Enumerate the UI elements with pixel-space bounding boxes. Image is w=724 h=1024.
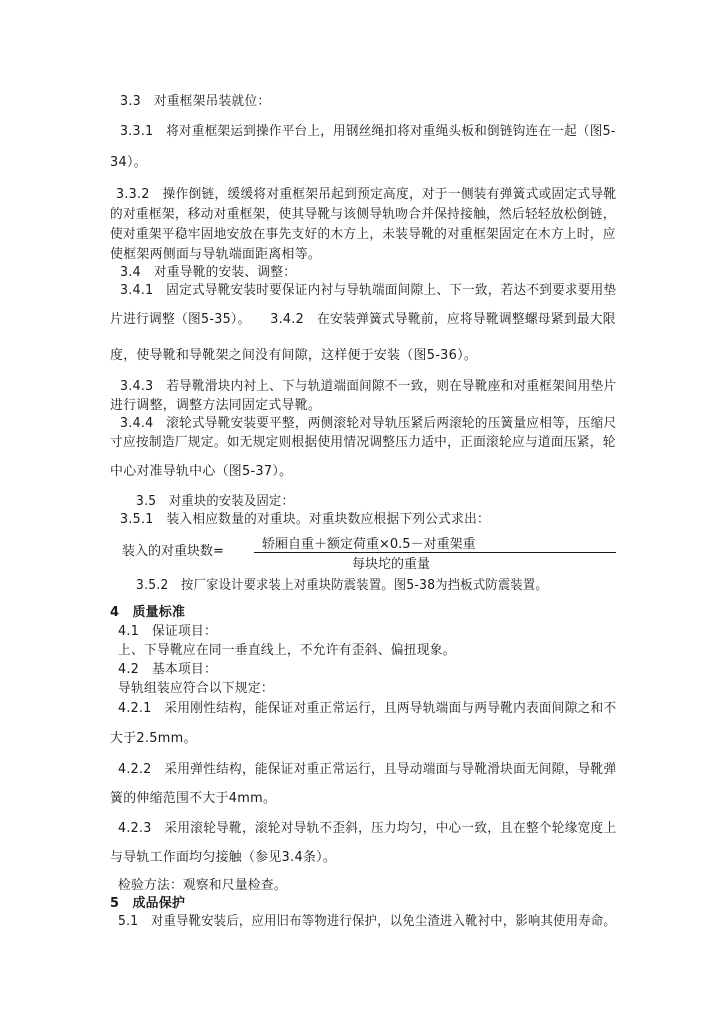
paragraph-3-4-3-line-1: 3.4.3 若导靴滑块内衬上、下与轨道端面间隙不一致，则在导靴座和对重框架间用垫片 [120, 379, 617, 394]
paragraph-3-4-4-line-2: 寸应按制造厂规定。如无规定则根据使用情况调整压力适中，正面滚轮应与道面压紧，轮 [110, 435, 616, 450]
paragraph-4-2: 导轨组装应符合以下规定： [118, 681, 274, 696]
paragraph-3-3-1-line-1: 3.3.1 将对重框架运到操作平台上，用钢丝绳扣将对重绳头板和倒链钩连在一起（图5- [120, 124, 616, 139]
paragraph-3-3-2-line-1: 3.3.2 操作倒链，缓缓将对重框架吊起到预定高度，对于一侧装有弹簧式或固定式导靴 [116, 187, 617, 202]
section-4-1-heading: 4.1 保证项目： [118, 624, 217, 639]
paragraph-3-3-2-line-2: 的对重框架，移动对重框架，使其导靴与该侧导轨吻合并保持接触，然后轻轻放松倒链， [110, 207, 616, 222]
paragraph-3-3-2-line-4: 使框架两侧面与导轨端面距离相等。 [110, 247, 322, 262]
section-3-3-heading: 3.3 对重框架吊装就位： [120, 94, 271, 109]
paragraph-4-2-2-line-2: 簧的伸缩范围不大于4mm。 [110, 791, 277, 806]
paragraph-3-4-4-line-1: 3.4.4 滚轮式导靴安装要平整，两侧滚轮对导轨压紧后两滚轮的压簧量应相等，压缩尺 [120, 416, 617, 431]
formula-denominator: 每块坨的重量 [352, 557, 431, 572]
paragraph-3-4-1-line-1: 3.4.1 固定式导靴安装时要保证内衬与导轨端面间隙上、下一致，若达不到要求要用垫 [120, 283, 617, 298]
formula-label: 装入的对重块数= [122, 544, 224, 559]
inspection-method: 检验方法：观察和尺量检查。 [118, 878, 287, 893]
paragraph-4-2-1-line-2: 大于2.5mm。 [110, 731, 197, 746]
paragraph-3-4-4-line-3: 中心对准导轨中心（图5-37）。 [110, 464, 293, 479]
fraction-bar [254, 552, 616, 553]
paragraph-4-2-1-line-1: 4.2.1 采用刚性结构，能保证对重正常运行，且两导轨端面与两导靴内表面间隙之和不 [118, 701, 617, 716]
section-3-5-heading: 3.5 对重块的安装及固定： [136, 494, 294, 509]
counterweight-formula [122, 533, 522, 573]
paragraph-4-1: 上、下导靴应在同一垂直线上，不允许有歪斜、偏扭现象。 [118, 643, 456, 658]
paragraph-3-4-3-line-2: 进行调整，调整方法同固定式导靴。 [110, 398, 322, 413]
paragraph-4-2-3-line-1: 4.2.3 采用滚轮导靴，滚轮对导轨不歪斜，压力均匀，中心一致，且在整个轮缘宽度上 [118, 821, 617, 836]
section-4-heading: 4 质量标准 [110, 605, 186, 620]
paragraph-3-4-1-line-2: 片进行调整（图5-35）。 3.4.2 在安装弹簧式导靴前，应将导靴调整螺母紧到最大限 [110, 312, 616, 327]
paragraph-4-2-3-line-2: 与导轨工作面均匀接触（参见3.4条）。 [110, 850, 337, 865]
paragraph-4-2-2-line-1: 4.2.2 采用弹性结构，能保证对重正常运行，且导动端面与导靴滑块面无间隙，导靴弹 [118, 762, 617, 777]
paragraph-5-1: 5.1 对重导靴安装后，应用旧布等物进行保护，以免尘渣进入靴衬中，影响其使用寿命。 [118, 914, 616, 929]
paragraph-3-4-2-line-2: 度，使导靴和导靴架之间没有间隙，这样便于安装（图5-36）。 [110, 348, 478, 363]
section-3-4-heading: 3.4 对重导靴的安装、调整： [120, 265, 297, 280]
paragraph-3-5-1: 3.5.1 装入相应数量的对重块。对重块数应根据下列公式求出： [120, 512, 490, 527]
paragraph-3-3-1-line-2: 34）。 [110, 155, 147, 170]
section-5-heading: 5 成品保护 [110, 896, 186, 911]
paragraph-3-5-2: 3.5.2 按厂家设计要求装上对重块防震装置。图5-38为挡板式防震装置。 [136, 578, 548, 593]
section-4-2-heading: 4.2 基本项目： [118, 662, 217, 677]
formula-numerator: 轿厢自重＋额定荷重×0.5－对重架重 [262, 537, 476, 552]
paragraph-3-3-2-line-3: 使对重架平稳牢固地安放在事先支好的木方上，未装导靴的对重框架固定在木方上时，应 [110, 227, 616, 242]
